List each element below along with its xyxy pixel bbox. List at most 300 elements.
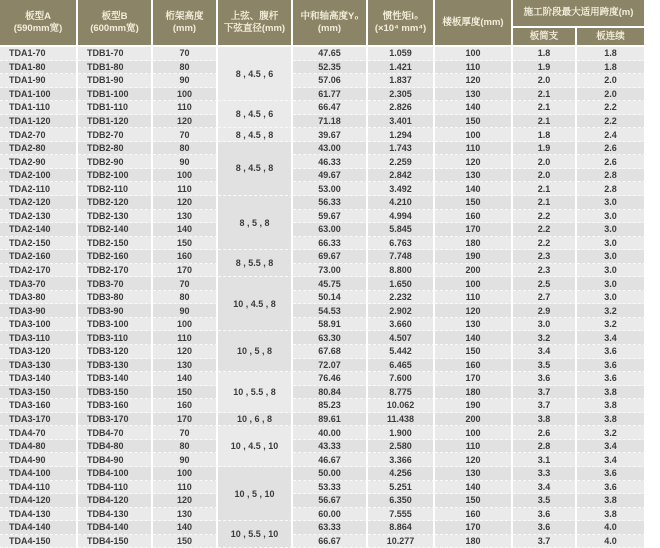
cell-span-simple: 3.5 bbox=[513, 359, 577, 373]
cell-span-simple: 3.1 bbox=[513, 453, 577, 467]
header-plate-type-a bbox=[0, 0, 78, 47]
cell-moment-of-inertia: 7.748 bbox=[368, 250, 435, 264]
cell-span-simple: 3.6 bbox=[513, 521, 577, 535]
cell-span-simple: 3.4 bbox=[513, 345, 577, 359]
cell-span-simple: 2.9 bbox=[513, 304, 577, 318]
cell-slab-thickness: 150 bbox=[435, 494, 513, 508]
cell-span-simple: 2.3 bbox=[513, 264, 577, 278]
cell-moment-of-inertia: 3.366 bbox=[368, 453, 435, 467]
cell-slab-thickness: 190 bbox=[435, 399, 513, 413]
cell-slab-thickness: 140 bbox=[435, 481, 513, 495]
cell-plate-type-a: TDA1-110 bbox=[0, 101, 78, 115]
cell-truss-height: 80 bbox=[153, 291, 218, 305]
cell-slab-thickness: 130 bbox=[435, 318, 513, 332]
cell-neutral-axis-height: 52.35 bbox=[293, 61, 368, 75]
cell-plate-type-b: TDB3-70 bbox=[78, 277, 153, 291]
cell-neutral-axis-height: 46.33 bbox=[293, 155, 368, 169]
cell-slab-thickness: 110 bbox=[435, 291, 513, 305]
cell-truss-height: 80 bbox=[153, 142, 218, 156]
cell-plate-type-b: TDB1-100 bbox=[78, 88, 153, 102]
cell-span-continuous: 4.0 bbox=[577, 535, 646, 548]
cell-plate-type-b: TDB4-90 bbox=[78, 453, 153, 467]
cell-slab-thickness: 120 bbox=[435, 74, 513, 88]
header-plate-type-b-line1: 板型B bbox=[101, 10, 128, 22]
cell-span-continuous: 3.4 bbox=[577, 331, 646, 345]
cell-plate-type-b: TDB2-150 bbox=[78, 237, 153, 251]
cell-span-simple: 2.8 bbox=[513, 440, 577, 454]
table-row bbox=[0, 291, 646, 305]
cell-neutral-axis-height: 66.47 bbox=[293, 101, 368, 115]
cell-slab-thickness: 160 bbox=[435, 359, 513, 373]
cell-truss-height: 110 bbox=[153, 481, 218, 495]
cell-slab-thickness: 200 bbox=[435, 413, 513, 427]
cell-moment-of-inertia: 10.277 bbox=[368, 535, 435, 548]
table-row bbox=[0, 372, 646, 386]
cell-plate-type-a: TDA2-140 bbox=[0, 223, 78, 237]
cell-neutral-axis-height: 61.77 bbox=[293, 88, 368, 102]
cell-bar-diameter: 8 , 5 , 8 bbox=[218, 196, 293, 250]
cell-neutral-axis-height: 63.00 bbox=[293, 223, 368, 237]
header-moment-of-inertia bbox=[368, 0, 435, 47]
cell-slab-thickness: 130 bbox=[435, 467, 513, 481]
cell-truss-height: 120 bbox=[153, 494, 218, 508]
cell-plate-type-a: TDA4-150 bbox=[0, 535, 78, 548]
cell-plate-type-a: TDA2-90 bbox=[0, 155, 78, 169]
table-row bbox=[0, 128, 646, 142]
cell-slab-thickness: 130 bbox=[435, 169, 513, 183]
cell-plate-type-b: TDB2-100 bbox=[78, 169, 153, 183]
cell-truss-height: 90 bbox=[153, 453, 218, 467]
cell-plate-type-b: TDB2-130 bbox=[78, 210, 153, 224]
table-row bbox=[0, 535, 646, 548]
cell-span-simple: 3.7 bbox=[513, 399, 577, 413]
header-bar-diameter-line2: 下弦直径(mm) bbox=[223, 22, 286, 34]
cell-plate-type-a: TDA2-130 bbox=[0, 210, 78, 224]
cell-plate-type-a: TDA4-140 bbox=[0, 521, 78, 535]
cell-slab-thickness: 100 bbox=[435, 277, 513, 291]
cell-truss-height: 100 bbox=[153, 318, 218, 332]
cell-slab-thickness: 110 bbox=[435, 61, 513, 75]
cell-plate-type-b: TDB4-150 bbox=[78, 535, 153, 548]
cell-span-continuous: 3.4 bbox=[577, 453, 646, 467]
cell-span-continuous: 3.6 bbox=[577, 481, 646, 495]
cell-neutral-axis-height: 40.00 bbox=[293, 426, 368, 440]
cell-span-simple: 2.6 bbox=[513, 426, 577, 440]
cell-span-continuous: 2.8 bbox=[577, 169, 646, 183]
cell-plate-type-a: TDA4-80 bbox=[0, 440, 78, 454]
cell-plate-type-b: TDB2-80 bbox=[78, 142, 153, 156]
table-row bbox=[0, 318, 646, 332]
table-row bbox=[0, 210, 646, 224]
cell-bar-diameter: 10 , 6 , 8 bbox=[218, 413, 293, 427]
cell-span-continuous: 4.0 bbox=[577, 521, 646, 535]
table-row bbox=[0, 237, 646, 251]
cell-plate-type-b: TDB2-140 bbox=[78, 223, 153, 237]
cell-plate-type-b: TDB4-110 bbox=[78, 481, 153, 495]
cell-neutral-axis-height: 46.67 bbox=[293, 453, 368, 467]
cell-span-simple: 2.1 bbox=[513, 88, 577, 102]
cell-plate-type-a: TDA2-80 bbox=[0, 142, 78, 156]
cell-span-simple: 2.0 bbox=[513, 155, 577, 169]
cell-moment-of-inertia: 3.492 bbox=[368, 182, 435, 196]
cell-span-continuous: 3.0 bbox=[577, 210, 646, 224]
cell-plate-type-a: TDA2-170 bbox=[0, 264, 78, 278]
table-row bbox=[0, 494, 646, 508]
table-row bbox=[0, 481, 646, 495]
cell-plate-type-a: TDA3-110 bbox=[0, 331, 78, 345]
cell-truss-height: 130 bbox=[153, 359, 218, 373]
cell-neutral-axis-height: 54.53 bbox=[293, 304, 368, 318]
cell-plate-type-b: TDB4-100 bbox=[78, 467, 153, 481]
cell-truss-height: 150 bbox=[153, 535, 218, 548]
table-row bbox=[0, 61, 646, 75]
cell-plate-type-b: TDB1-110 bbox=[78, 101, 153, 115]
cell-plate-type-b: TDB3-170 bbox=[78, 413, 153, 427]
table-header bbox=[0, 0, 646, 47]
cell-truss-height: 110 bbox=[153, 182, 218, 196]
cell-moment-of-inertia: 2.259 bbox=[368, 155, 435, 169]
cell-plate-type-a: TDA4-70 bbox=[0, 426, 78, 440]
cell-slab-thickness: 140 bbox=[435, 331, 513, 345]
cell-plate-type-a: TDA2-70 bbox=[0, 128, 78, 142]
cell-truss-height: 70 bbox=[153, 426, 218, 440]
header-inertia-line1: 惯性矩I₀ bbox=[382, 10, 419, 22]
cell-span-simple: 2.0 bbox=[513, 169, 577, 183]
cell-span-continuous: 3.0 bbox=[577, 291, 646, 305]
cell-plate-type-a: TDA4-130 bbox=[0, 508, 78, 522]
cell-span-simple: 3.6 bbox=[513, 508, 577, 522]
cell-plate-type-a: TDA2-120 bbox=[0, 196, 78, 210]
cell-span-simple: 3.4 bbox=[513, 481, 577, 495]
cell-moment-of-inertia: 2.305 bbox=[368, 88, 435, 102]
cell-moment-of-inertia: 6.763 bbox=[368, 237, 435, 251]
header-bar-diameter-line1: 上弦、腹杆 bbox=[230, 10, 279, 22]
cell-bar-diameter: 10 , 4.5 , 10 bbox=[218, 426, 293, 467]
table-row bbox=[0, 250, 646, 264]
cell-neutral-axis-height: 56.33 bbox=[293, 196, 368, 210]
cell-moment-of-inertia: 5.845 bbox=[368, 223, 435, 237]
cell-span-continuous: 2.6 bbox=[577, 142, 646, 156]
table-row bbox=[0, 426, 646, 440]
cell-truss-height: 130 bbox=[153, 508, 218, 522]
cell-bar-diameter: 10 , 5 , 10 bbox=[218, 467, 293, 521]
cell-plate-type-a: TDA3-70 bbox=[0, 277, 78, 291]
header-bar-diameter bbox=[218, 0, 293, 47]
cell-truss-height: 80 bbox=[153, 440, 218, 454]
cell-moment-of-inertia: 7.600 bbox=[368, 372, 435, 386]
cell-truss-height: 160 bbox=[153, 250, 218, 264]
cell-truss-height: 170 bbox=[153, 264, 218, 278]
cell-span-continuous: 3.0 bbox=[577, 223, 646, 237]
cell-plate-type-b: TDB4-140 bbox=[78, 521, 153, 535]
table-row bbox=[0, 196, 646, 210]
cell-span-simple: 2.1 bbox=[513, 196, 577, 210]
cell-plate-type-b: TDB3-90 bbox=[78, 304, 153, 318]
cell-neutral-axis-height: 43.00 bbox=[293, 142, 368, 156]
header-plate-type-a-line1: 板型A bbox=[25, 10, 51, 22]
table-row bbox=[0, 155, 646, 169]
cell-truss-height: 70 bbox=[153, 277, 218, 291]
cell-truss-height: 100 bbox=[153, 88, 218, 102]
cell-neutral-axis-height: 80.84 bbox=[293, 386, 368, 400]
cell-plate-type-b: TDB2-110 bbox=[78, 182, 153, 196]
cell-truss-height: 80 bbox=[153, 61, 218, 75]
table-row bbox=[0, 521, 646, 535]
table-row bbox=[0, 74, 646, 88]
cell-slab-thickness: 100 bbox=[435, 47, 513, 61]
cell-truss-height: 100 bbox=[153, 169, 218, 183]
table-row bbox=[0, 453, 646, 467]
cell-neutral-axis-height: 58.91 bbox=[293, 318, 368, 332]
cell-slab-thickness: 160 bbox=[435, 508, 513, 522]
table-row bbox=[0, 47, 646, 61]
table-row bbox=[0, 142, 646, 156]
cell-moment-of-inertia: 1.294 bbox=[368, 128, 435, 142]
cell-span-continuous: 3.6 bbox=[577, 359, 646, 373]
cell-slab-thickness: 130 bbox=[435, 88, 513, 102]
table-row bbox=[0, 413, 646, 427]
cell-plate-type-b: TDB3-110 bbox=[78, 331, 153, 345]
cell-span-simple: 2.0 bbox=[513, 74, 577, 88]
cell-span-continuous: 1.8 bbox=[577, 61, 646, 75]
cell-moment-of-inertia: 10.062 bbox=[368, 399, 435, 413]
cell-span-continuous: 2.2 bbox=[577, 115, 646, 129]
table-row bbox=[0, 88, 646, 102]
cell-slab-thickness: 120 bbox=[435, 155, 513, 169]
cell-moment-of-inertia: 2.902 bbox=[368, 304, 435, 318]
cell-bar-diameter: 10 , 5.5 , 8 bbox=[218, 372, 293, 413]
cell-moment-of-inertia: 2.232 bbox=[368, 291, 435, 305]
cell-span-continuous: 3.0 bbox=[577, 237, 646, 251]
table-row bbox=[0, 399, 646, 413]
table-row bbox=[0, 508, 646, 522]
cell-bar-diameter: 8 , 4.5 , 6 bbox=[218, 47, 293, 101]
header-inertia-line2: (×10⁴ mm⁴) bbox=[374, 22, 427, 34]
cell-moment-of-inertia: 4.256 bbox=[368, 467, 435, 481]
cell-moment-of-inertia: 3.401 bbox=[368, 115, 435, 129]
cell-plate-type-b: TDB4-130 bbox=[78, 508, 153, 522]
header-neutral-axis-height bbox=[293, 0, 368, 47]
cell-span-continuous: 3.0 bbox=[577, 196, 646, 210]
cell-neutral-axis-height: 67.68 bbox=[293, 345, 368, 359]
cell-slab-thickness: 150 bbox=[435, 196, 513, 210]
table-row bbox=[0, 331, 646, 345]
cell-slab-thickness: 200 bbox=[435, 264, 513, 278]
cell-truss-height: 170 bbox=[153, 413, 218, 427]
cell-span-continuous: 3.2 bbox=[577, 426, 646, 440]
table-row bbox=[0, 304, 646, 318]
cell-truss-height: 140 bbox=[153, 372, 218, 386]
cell-neutral-axis-height: 50.00 bbox=[293, 467, 368, 481]
cell-neutral-axis-height: 85.23 bbox=[293, 399, 368, 413]
cell-span-continuous: 1.8 bbox=[577, 47, 646, 61]
cell-plate-type-a: TDA4-100 bbox=[0, 467, 78, 481]
cell-plate-type-a: TDA1-90 bbox=[0, 74, 78, 88]
table-row bbox=[0, 115, 646, 129]
cell-plate-type-b: TDB1-120 bbox=[78, 115, 153, 129]
cell-span-continuous: 3.8 bbox=[577, 494, 646, 508]
cell-truss-height: 150 bbox=[153, 386, 218, 400]
cell-span-simple: 2.1 bbox=[513, 182, 577, 196]
table-row bbox=[0, 440, 646, 454]
cell-slab-thickness: 170 bbox=[435, 521, 513, 535]
cell-span-simple: 2.1 bbox=[513, 101, 577, 115]
cell-span-simple: 1.8 bbox=[513, 128, 577, 142]
header-truss-height bbox=[153, 0, 218, 47]
cell-plate-type-a: TDA3-80 bbox=[0, 291, 78, 305]
cell-plate-type-b: TDB2-70 bbox=[78, 128, 153, 142]
header-truss-height-line2: (mm) bbox=[172, 22, 197, 34]
cell-plate-type-a: TDA1-100 bbox=[0, 88, 78, 102]
cell-slab-thickness: 190 bbox=[435, 250, 513, 264]
table-row bbox=[0, 223, 646, 237]
header-neutral-axis-line1: 中和轴高度Y₀ bbox=[300, 10, 359, 22]
cell-span-continuous: 3.2 bbox=[577, 318, 646, 332]
cell-slab-thickness: 100 bbox=[435, 128, 513, 142]
cell-span-simple: 1.9 bbox=[513, 61, 577, 75]
cell-bar-diameter: 8 , 4.5 , 8 bbox=[218, 142, 293, 196]
cell-neutral-axis-height: 49.67 bbox=[293, 169, 368, 183]
cell-slab-thickness: 100 bbox=[435, 426, 513, 440]
cell-span-continuous: 3.0 bbox=[577, 277, 646, 291]
cell-truss-height: 140 bbox=[153, 223, 218, 237]
cell-span-simple: 3.7 bbox=[513, 535, 577, 548]
cell-moment-of-inertia: 8.775 bbox=[368, 386, 435, 400]
cell-slab-thickness: 140 bbox=[435, 182, 513, 196]
cell-plate-type-a: TDA2-110 bbox=[0, 182, 78, 196]
cell-neutral-axis-height: 69.67 bbox=[293, 250, 368, 264]
cell-span-simple: 2.1 bbox=[513, 115, 577, 129]
cell-plate-type-a: TDA4-120 bbox=[0, 494, 78, 508]
cell-plate-type-b: TDB3-100 bbox=[78, 318, 153, 332]
cell-plate-type-b: TDB2-170 bbox=[78, 264, 153, 278]
cell-moment-of-inertia: 8.800 bbox=[368, 264, 435, 278]
cell-neutral-axis-height: 50.14 bbox=[293, 291, 368, 305]
cell-plate-type-b: TDB4-80 bbox=[78, 440, 153, 454]
table-row bbox=[0, 359, 646, 373]
cell-plate-type-a: TDA3-170 bbox=[0, 413, 78, 427]
cell-plate-type-b: TDB2-160 bbox=[78, 250, 153, 264]
cell-span-continuous: 2.4 bbox=[577, 128, 646, 142]
cell-moment-of-inertia: 7.555 bbox=[368, 508, 435, 522]
cell-slab-thickness: 150 bbox=[435, 345, 513, 359]
cell-neutral-axis-height: 53.00 bbox=[293, 182, 368, 196]
cell-neutral-axis-height: 66.33 bbox=[293, 237, 368, 251]
table-row bbox=[0, 386, 646, 400]
cell-span-simple: 2.5 bbox=[513, 277, 577, 291]
cell-neutral-axis-height: 53.33 bbox=[293, 481, 368, 495]
cell-plate-type-a: TDA3-160 bbox=[0, 399, 78, 413]
cell-moment-of-inertia: 1.837 bbox=[368, 74, 435, 88]
cell-truss-height: 140 bbox=[153, 521, 218, 535]
cell-truss-height: 100 bbox=[153, 467, 218, 481]
cell-span-simple: 1.9 bbox=[513, 142, 577, 156]
table-row bbox=[0, 169, 646, 183]
cell-plate-type-a: TDA2-160 bbox=[0, 250, 78, 264]
cell-moment-of-inertia: 1.743 bbox=[368, 142, 435, 156]
cell-span-continuous: 3.6 bbox=[577, 372, 646, 386]
table-body bbox=[0, 47, 646, 548]
cell-bar-diameter: 10 , 5.5 , 10 bbox=[218, 521, 293, 548]
cell-neutral-axis-height: 47.65 bbox=[293, 47, 368, 61]
cell-neutral-axis-height: 45.75 bbox=[293, 277, 368, 291]
header-plate-type-a-line2: (590mm宽) bbox=[13, 22, 63, 34]
cell-truss-height: 120 bbox=[153, 115, 218, 129]
cell-moment-of-inertia: 1.900 bbox=[368, 426, 435, 440]
cell-neutral-axis-height: 63.30 bbox=[293, 331, 368, 345]
cell-neutral-axis-height: 59.67 bbox=[293, 210, 368, 224]
cell-truss-height: 120 bbox=[153, 196, 218, 210]
table-row bbox=[0, 345, 646, 359]
cell-moment-of-inertia: 1.650 bbox=[368, 277, 435, 291]
cell-span-continuous: 2.6 bbox=[577, 155, 646, 169]
cell-truss-height: 90 bbox=[153, 304, 218, 318]
cell-plate-type-b: TDB3-140 bbox=[78, 372, 153, 386]
cell-plate-type-b: TDB1-70 bbox=[78, 47, 153, 61]
cell-moment-of-inertia: 6.465 bbox=[368, 359, 435, 373]
cell-bar-diameter: 8 , 4.5 , 6 bbox=[218, 101, 293, 128]
table-row bbox=[0, 467, 646, 481]
cell-span-continuous: 3.8 bbox=[577, 413, 646, 427]
cell-span-simple: 3.0 bbox=[513, 318, 577, 332]
cell-span-simple: 2.7 bbox=[513, 291, 577, 305]
cell-moment-of-inertia: 8.864 bbox=[368, 521, 435, 535]
cell-neutral-axis-height: 43.33 bbox=[293, 440, 368, 454]
cell-neutral-axis-height: 60.00 bbox=[293, 508, 368, 522]
cell-span-continuous: 2.0 bbox=[577, 88, 646, 102]
cell-bar-diameter: 8 , 5.5 , 8 bbox=[218, 250, 293, 277]
cell-moment-of-inertia: 3.660 bbox=[368, 318, 435, 332]
cell-neutral-axis-height: 39.67 bbox=[293, 128, 368, 142]
cell-plate-type-a: TDA2-100 bbox=[0, 169, 78, 183]
cell-neutral-axis-height: 73.00 bbox=[293, 264, 368, 278]
cell-slab-thickness: 180 bbox=[435, 386, 513, 400]
cell-plate-type-b: TDB1-80 bbox=[78, 61, 153, 75]
cell-span-simple: 1.8 bbox=[513, 47, 577, 61]
cell-span-simple: 2.2 bbox=[513, 210, 577, 224]
cell-span-simple: 3.3 bbox=[513, 467, 577, 481]
cell-moment-of-inertia: 2.580 bbox=[368, 440, 435, 454]
cell-truss-height: 120 bbox=[153, 345, 218, 359]
cell-plate-type-b: TDB4-120 bbox=[78, 494, 153, 508]
table-row bbox=[0, 264, 646, 278]
cell-plate-type-a: TDA3-150 bbox=[0, 386, 78, 400]
cell-plate-type-a: TDA1-120 bbox=[0, 115, 78, 129]
cell-span-continuous: 3.8 bbox=[577, 508, 646, 522]
cell-truss-height: 70 bbox=[153, 47, 218, 61]
cell-span-simple: 3.7 bbox=[513, 386, 577, 400]
cell-plate-type-a: TDA4-90 bbox=[0, 453, 78, 467]
cell-span-continuous: 3.4 bbox=[577, 440, 646, 454]
cell-span-simple: 2.2 bbox=[513, 237, 577, 251]
cell-plate-type-a: TDA1-80 bbox=[0, 61, 78, 75]
cell-span-simple: 3.2 bbox=[513, 331, 577, 345]
cell-truss-height: 110 bbox=[153, 331, 218, 345]
header-slab-thickness: 楼板厚度(mm) bbox=[435, 0, 513, 47]
cell-span-continuous: 3.8 bbox=[577, 386, 646, 400]
cell-plate-type-b: TDB3-80 bbox=[78, 291, 153, 305]
cell-span-continuous: 3.2 bbox=[577, 304, 646, 318]
cell-slab-thickness: 170 bbox=[435, 223, 513, 237]
cell-truss-height: 90 bbox=[153, 155, 218, 169]
cell-neutral-axis-height: 72.07 bbox=[293, 359, 368, 373]
cell-neutral-axis-height: 89.61 bbox=[293, 413, 368, 427]
cell-bar-diameter: 10 , 4.5 , 8 bbox=[218, 277, 293, 331]
cell-span-simple: 2.3 bbox=[513, 250, 577, 264]
cell-moment-of-inertia: 4.507 bbox=[368, 331, 435, 345]
cell-truss-height: 90 bbox=[153, 74, 218, 88]
cell-slab-thickness: 110 bbox=[435, 142, 513, 156]
